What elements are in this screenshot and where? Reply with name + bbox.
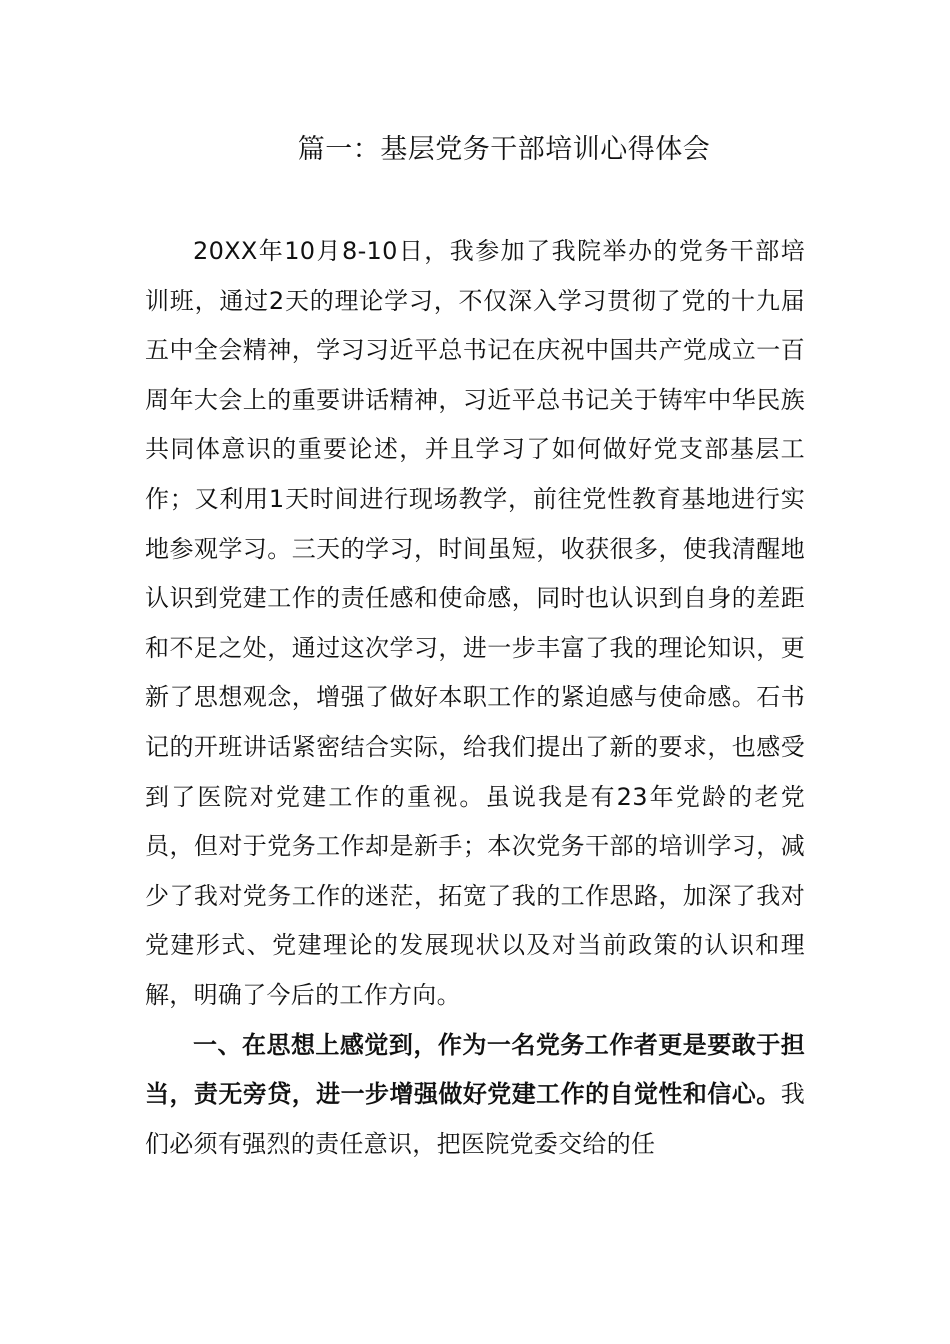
paragraph-intro-text: 20XX年10月8-10日，我参加了我院举办的党务干部培训班，通过2天的理论学习，不仅深入学习贯彻了党的十九届五中全会精神，学习习近平总书记在庆祝中国共产党成立一百周年大会上的重要讲话精神，习近平总书记关于铸牢中华民族共同体意识的重要论述，并且学习了如何做好党支部基层工作；又利用1天时间进行现场教学，前往党性教育基地进行实地参观学习。三天的学习，时间虽短，收获很多，使我清醒地认识到党建工作的责任感和使命感，同时也认识到自身的差距和不足之处，通过这次学习，进一步丰富了我的理论知识，更新了思想观念，增强了做好本职工作的紧迫感与使命感。石书记的开班讲话紧密结合实际，给我们提出了新的要求，也感受到了医院对党建工作的重视。虽说我是有23年党龄的老党员，但对于党务工作却是新手；本次党务干部的培训学习，减少了我对党务工作的迷茫，拓宽了我的工作思路，加深了我对党建形式、党建理论的发展现状以及对当前政策的认识和理解，明确了今后的工作方向。 bbox=[145, 237, 805, 1009]
paragraph-intro bbox=[145, 227, 805, 1021]
section-one-text: 我们必须有强烈的责任意识，把医院党委交给的任 bbox=[145, 1080, 805, 1158]
document-body bbox=[145, 227, 805, 1169]
document-title: 篇一：基层党务干部培训心得体会 bbox=[297, 134, 711, 165]
paragraph-section-one bbox=[145, 1021, 805, 1170]
section-one-heading: 一、在思想上感觉到，作为一名党务工作者更是要敢于担当，责无旁贷，进一步增强做好党建工作的自觉性和信心。 bbox=[145, 1030, 805, 1109]
